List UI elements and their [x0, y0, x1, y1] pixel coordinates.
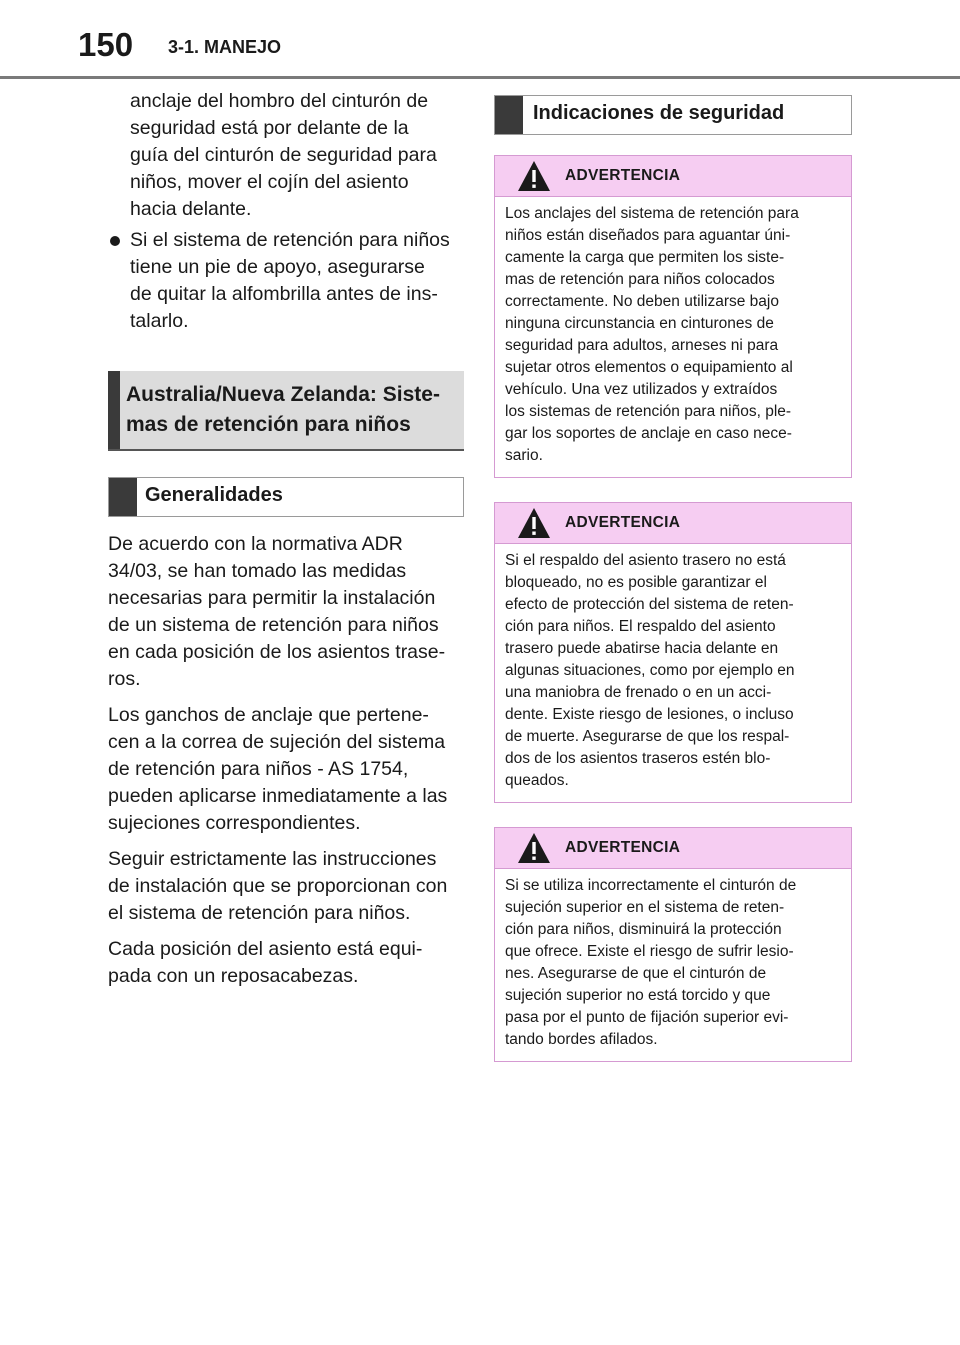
text-line: Si el respaldo del asiento trasero no está [505, 552, 786, 569]
text-line: de muerte. Asegurarse de que los respal- [505, 728, 790, 745]
warning-header [495, 156, 851, 197]
page-number: 150 [78, 26, 134, 63]
bullet-item [108, 227, 464, 335]
heading-bar [495, 96, 523, 134]
text-line: cen a la correa de sujeción del sistema [108, 731, 446, 753]
text-line: Los ganchos de anclaje que pertene- [108, 704, 429, 726]
text-line: Cada posición del asiento está equi- [108, 938, 423, 960]
text-line: niños están diseñados para aguantar úni- [505, 227, 791, 244]
safety-heading [494, 95, 852, 135]
text-line: sujeciones correspondientes. [108, 812, 361, 834]
text-line: pueden aplicarse inmediatamente a las [108, 785, 448, 807]
text-line: Si el sistema de retención para niños [130, 229, 450, 251]
text-line: niños, mover el cojín del asiento [130, 171, 409, 193]
text-line: de quitar la alfombrilla antes de ins- [130, 283, 438, 305]
header-rule [0, 76, 960, 79]
bullet-icon [110, 236, 120, 246]
page-header [0, 0, 960, 80]
text-line: nes. Asegurarse de que el cinturón de [505, 965, 767, 982]
text-line: Si se utiliza incorrectamente el cinturón de [505, 877, 797, 894]
left-column [108, 88, 464, 999]
text-line: talarlo. [130, 310, 189, 332]
text-line: dos de los asientos traseros estén blo- [505, 750, 771, 767]
text-line: una maniobra de frenado o en un acci- [505, 684, 772, 701]
text-line: mas de retención para niños colocados [505, 271, 775, 288]
warning-header [495, 503, 851, 544]
continued-text [108, 88, 464, 223]
text-line: sario. [505, 447, 543, 464]
text-line: vehículo. Una vez utilizados y extraídos [505, 381, 778, 398]
text-line: sujeción superior no está torcido y que [505, 987, 771, 1004]
text-line: queados. [505, 772, 569, 789]
text-line: Seguir estrictamente las instrucciones [108, 848, 437, 870]
text-line: tando bordes afilados. [505, 1031, 658, 1048]
right-column [494, 95, 852, 1062]
text-line: gar los soportes de anclaje en caso nece- [505, 425, 792, 442]
text-line: que ofrece. Existe el riesgo de sufrir lesio- [505, 943, 794, 960]
body-text [108, 531, 464, 990]
text-line: seguridad para adultos, arneses ni para [505, 337, 779, 354]
paragraph [108, 936, 464, 990]
paragraph [108, 846, 464, 927]
text-line: sujeción superior en el sistema de reten- [505, 899, 785, 916]
warning-box [494, 827, 852, 1062]
warning-text [495, 869, 851, 1061]
text-line: tiene un pie de apoyo, asegurarse [130, 256, 425, 278]
text-line: ción para niños. El respaldo del asiento [505, 618, 776, 635]
text-line: 34/03, se han tomado las medidas [108, 560, 407, 582]
text-line: seguridad está por delante de la [130, 117, 409, 139]
text-line: guía del cinturón de seguridad para [130, 144, 437, 166]
text-line: necesarias para permitir la instalación [108, 587, 436, 609]
text-line: ción para niños, disminuirá la protección [505, 921, 782, 938]
text-line: ros. [108, 668, 141, 690]
heading-bar [108, 371, 120, 449]
section-title: 3-1. MANEJO [168, 37, 282, 57]
text-line: de instalación que se proporcionan con [108, 875, 448, 897]
text-line: trasero puede abatirse hacia delante en [505, 640, 779, 657]
text-line: hacia delante. [130, 198, 252, 220]
text-line: ninguna circunstancia en cinturones de [505, 315, 774, 332]
warning-triangle-icon [517, 832, 551, 864]
text-line: pasa por el punto de fijación superior evi- [505, 1009, 789, 1026]
warning-title: ADVERTENCIA [565, 839, 681, 856]
heading-line: mas de retención para niños [126, 413, 411, 436]
warning-box [494, 502, 852, 803]
text-line: anclaje del hombro del cinturón de [130, 90, 429, 112]
text-line: correctamente. No deben utilizarse bajo [505, 293, 779, 310]
warning-title: ADVERTENCIA [565, 167, 681, 184]
text-line: Los anclajes del sistema de retención para [505, 205, 799, 222]
text-line: dente. Existe riesgo de lesiones, o incluso [505, 706, 794, 723]
text-line: efecto de protección del sistema de reten- [505, 596, 794, 613]
section-heading [108, 371, 464, 451]
text-line: de retención para niños - AS 1754, [108, 758, 409, 780]
text-line: el sistema de retención para niños. [108, 902, 411, 924]
warning-triangle-icon [517, 507, 551, 539]
warning-text [495, 197, 851, 477]
text-line: pada con un reposacabezas. [108, 965, 359, 987]
text-line: de un sistema de retención para niños [108, 614, 439, 636]
paragraph [108, 531, 464, 693]
subheading-text: Generalidades [145, 484, 283, 506]
warning-box [494, 155, 852, 478]
subheading-bar [109, 478, 137, 516]
warning-title: ADVERTENCIA [565, 514, 681, 531]
text-line: camente la carga que permiten los siste- [505, 249, 785, 266]
warning-triangle-icon [517, 160, 551, 192]
text-line: De acuerdo con la normativa ADR [108, 533, 403, 555]
warning-text [495, 544, 851, 802]
text-line: en cada posición de los asientos trase- [108, 641, 446, 663]
text-line: sujetar otros elementos o equipamiento al [505, 359, 793, 376]
section-heading-text [126, 380, 458, 440]
subheading [108, 477, 464, 517]
warning-header [495, 828, 851, 869]
heading-line: Australia/Nueva Zelanda: Siste- [126, 383, 440, 406]
paragraph [108, 702, 464, 837]
text-line: bloqueado, no es posible garantizar el [505, 574, 767, 591]
text-line: algunas situaciones, como por ejemplo en [505, 662, 795, 679]
safety-heading-text: Indicaciones de seguridad [533, 102, 785, 124]
text-line: los sistemas de retención para niños, ple- [505, 403, 792, 420]
